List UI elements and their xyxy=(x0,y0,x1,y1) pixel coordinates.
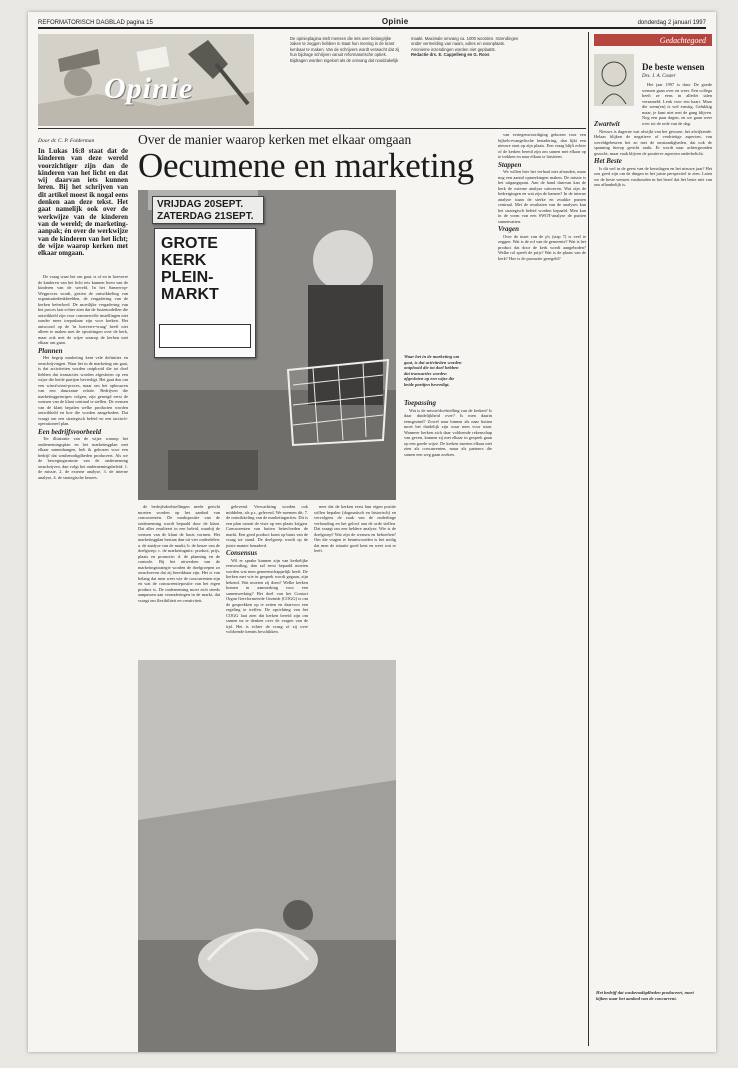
sidebar-column xyxy=(594,34,712,1044)
photo-market-sign xyxy=(138,190,396,500)
column-4-text: neer dat de kerken eerst hun eigen positie willen bepalen (dogmatisch en historisch) en vervolgens de zaak van de onderlinge verhouding en het geloof aan de orde stellen. Dat vraagt om een heldere analyse. Wie is de doelgroep? Wat zijn de wensen en behoeften? Om die vragen te beantwoorden is het nodig dat men de situatie goed kent en weet wat er leeft. xyxy=(314,504,396,553)
editors-line: Redactie drs. E. Cappelleng en G. Roos xyxy=(411,52,490,58)
sidebar-illustration xyxy=(594,54,634,106)
heading-bedrijfsvoorbeeld: Een bedrijfsvoorbeeld xyxy=(38,427,102,436)
article-author: Door dr. C. P. Folderman xyxy=(38,138,95,144)
opinion-banner xyxy=(38,34,254,126)
column-4b-text: Wat is de missie/doelstelling van de kerken? Is daar duidelijkheid over? Is men daarin eensgezind? Zowel naar binnen als naar buiten moet het duidelijk zijn waar men voor staat. Wanneer kerken zich daar voldoende rekenschap van geven, kunnen zij met elkaar in gesprek gaan op een goede wijze. De kerken moeten elkaar niet zien als concurrenten, maar als partners die samen een weg gaan zoeken. xyxy=(404,407,492,457)
sidebar-text-2: Nieuws is dagerne wat afwijkt van het gewone, het afwijkende. Helaas blijken de negatieve of verdrietige aspecten, van wereldgebeuren het zo met de omstandigheden, dat ook de spanning hierop gericht raakt. Er wordt naar achtergronden gezocht, maar vaak blijven de positieve aspecten onderbelicht. xyxy=(594,128,712,156)
sign-hours-panel xyxy=(159,324,251,348)
column-5-text: van vertegenwoordiging gekozen voor een bijbels-evangelische benadering, dan lijkt een nieuwe start op zijn plaats. Een vraag blijft echter of de kerken bereid zijn om samen met elkaar op te trekken en naar elkaar te luisteren. xyxy=(498,132,586,159)
market-sign xyxy=(154,228,256,358)
heading-toepassing: Toepassing xyxy=(404,399,437,407)
sidebar-header: Gedachtegoed xyxy=(594,34,712,46)
issue-date: donderdag 2 januari 1997 xyxy=(637,20,706,26)
column-5-text-3: Over de inzet van de p's (stap 7) is veel te zeggen. Wat is de rol van de gemeente? Wat is het product dat door de kerk wordt aangeboden? Welke rol speelt de prijs? Wat is de plaats van de kerk? Hoe is de promotie geregeld? xyxy=(498,233,586,261)
column-3-text-2: Wil er sprake kunnen zijn van kerkelijke eenwording, dan zal eerst bepaald moeten worden wat men gemeenschappelijk heeft. De kerken met wie in gesprek wordt gegaan, zijn bekend. Wat moeten zij doen? Welke kerken komen in aanmerking voor een samenwerking? Het doel van het Contact Organ Gereformeerde Gezinde (COGG) is om de gesprekken op te zetten en daarvoor een regeling te treffen. De oprichting van het COGG laat zien dat kerken bereid zijn om samen na te denken over de vragen van de tijd. Het is echter de vraag of zij over voldoende kennis beschikken. xyxy=(226,557,308,634)
column-3 xyxy=(226,504,308,654)
column-1-text-2: Het begrip marketing kent vele definities en omschrijvingen. Waar het in de marketing om gaat, is dat activiteiten worden ontplooid die tot doel hebben dat transacties worden afgesloten op een wijze die beide partijen bevredigt. Het gaat dus om een winst/winst-proces, maar om het opbouwen van een duurzame relatie. Bedrijven die marketingprincipes volgen, zijn geneigd eerst de wensen van de klant centraal te stellen. De wensen van de klant bepalen welke producten worden ontwikkeld en hoe die worden aangeboden. Dat vraagt om een strategisch beleid en een tactisch-operationeel plan. xyxy=(38,355,128,426)
sidebar-rule xyxy=(588,32,589,1046)
column-4 xyxy=(314,504,396,654)
heading-vragen: Vragen xyxy=(498,225,520,233)
info-text: De opinieplagina stelt mensen die iets over belangrijke zaken te zeggen hebben in staat hun mening in de krant kenbaar te maken. Van de schrijvers wordt verwacht dat zij hun bijdrage schrijven vanuit reformatorische optiek. Bijdragen worden ingekort als de omvang dat noodzakelijk maakt. Maximale omvang ca. 1000 woorden. Inzendingen onder vermelding van naam, adres en woonplaats. Anonieme inzendingen worden niet geplaatst. xyxy=(290,36,519,63)
sidebar-text-1: Het jaar 1997 is daar. De goede wensen gaan over en weer. Een collega heeft ze eens in allerlei talen verzameld. Leuk voor een kaart. Maar die wens(en) is wel ernstig. Gelukkig maar, je kunt niet met de gang blijven. Nog een paar dagen, en we gaan weer over tot de orde van de dag. xyxy=(642,82,712,126)
column-2 xyxy=(138,504,220,654)
sidebar-title: De beste wensen xyxy=(642,62,705,72)
newspaper-page xyxy=(28,12,716,1052)
photo-caption-2: Het bedrijf dat wasbenodigdheden produceert, moet kijken naar het aanbod van de concurrent. xyxy=(596,990,694,1001)
article-kicker: Over de manier waarop kerken met elkaar omgaan xyxy=(138,132,412,147)
date-sign-art: VRIJDAG 20SEPT. ZATERDAG 21SEPT. xyxy=(157,199,254,222)
market-sign-art: GROTE KERK PLEIN- MARKT xyxy=(161,235,219,303)
photo-laundry-basket xyxy=(138,660,396,1052)
heading-het-beste: Het Beste xyxy=(594,157,622,165)
sidebar-sketch xyxy=(594,54,634,106)
date-sign xyxy=(152,196,264,224)
column-4b xyxy=(404,398,492,1048)
heading-zwartwit: Zwartwit xyxy=(594,120,620,128)
column-1-text: De vraag waar het om gaat, is of en in hoeverre de kinderen van het licht iets kunnen leren van de kinderen van de wereld. In het Samen-op-Wegproces wordt, gezien de ontwikkeling van organisatiedenkbeelden, de vergadering van de kerken beïnvloed. De moeilijke vergadering van het proces laat echter zien dat de fusiemodellen die ontwikkeld zijn voor commerciële instellingen niet zonder meer toepasbaar zijn voor kerken. Het antwoord op de 'in hoeverre-vraag' heeft niet alleen te maken met de opvattingen over de kerk, maar ook met de wijze waarop de kerken met elkaar om gaan. xyxy=(38,274,128,345)
photo2-illustration xyxy=(138,660,396,1052)
masthead xyxy=(38,17,706,29)
column-5 xyxy=(498,132,586,982)
banner-word: Opinie xyxy=(104,72,194,105)
heading-plannen: Plannen xyxy=(38,346,63,355)
sidebar-body xyxy=(594,119,712,1039)
info-box xyxy=(290,34,524,112)
article-intro: In Lukas 16:8 staat dat de kinderen van deze wereld voorzichtiger zijn dan de kinderen van het licht en dat wij daarvan iets kunnen leren. Bij het schrijven van dit artikel moest ik nogal eens denken aan deze tekst. Het gaat namelijk ook over de werkwijze van de kinderen van de wereld; de marketing-aanpak; én over de werkwijze van de kinderen van het licht; de wijze waarop kerken met elkaar omgaan. xyxy=(38,147,128,258)
top-rule xyxy=(38,128,586,129)
column-2-text: de bedrijfsdoelstellingen mede gericht moeten worden op het aanbod van concurrenten. De marktpositie van de onderneming wordt bepaald door de klant. Dat alles resulteert in een beleid, waarbij de wensen van de klant de basis vormen. Het marketingplan bestaat dan uit vier onderdelen: a. de analyse van de markt; b. de keuze van de doelgroep; c. de marketingmix: product, prijs, plaats en promotie; d. de planning en de controle. Bij het uitwerken van de marketingstrategie worden de doelgroepen zo omschreven dat zij bereikbaar zijn. Het is van belang dat men weet wie de concurrenten zijn en wat de concurrentiepositie van het eigen product is. De onderneming moet zich steeds aanpassen aan veranderingen in de markt, dat vraagt om flexibiliteit en creativiteit. xyxy=(138,504,220,603)
article-headline: Oecumene en marketing xyxy=(138,146,474,185)
section-title: Opinie xyxy=(381,17,409,26)
sidebar-text-1a xyxy=(642,82,712,126)
column-3-text: gelevend. Verwachting worden ook middelen, als p.r., geleverd. We noemen dit: 7. de ontwikkeling van de marketingacties. Dit is een plan vanuit de visie op een plaats krijgen. Concurrenten van buiten beïnvloeden de markt. Een goed product komt op basis van de vraag tot stand. De doelgroep wordt op de juiste manier benaderd. xyxy=(226,504,308,548)
sidebar-author: Drs. J. A. Coster xyxy=(642,74,676,79)
heading-stappen: Stappen xyxy=(498,160,522,169)
photo-caption: Waar het in de marketing om gaat, is dat activiteiten worden ontplooid die tot doel hebben dat transacties worden afgesloten op een wijze die beide partijen bevredigt. xyxy=(404,354,462,387)
column-1 xyxy=(38,274,128,1049)
paper-name: REFORMATORISCH DAGBLAD pagina 15 xyxy=(38,20,153,26)
column-5-text-2: We willen hier het verhaal niet afronden, maar nog een aantal opmerkingen maken. De missie is het uitgangspunt. Aan de hand daarvan kan de kerk de externe analyse uitvoeren. Wat zijn de bedreigingen en wat zijn de kansen? In de interne analyse staan de sterke en zwakke punten centraal. Met de resultaten van de analyses kan het strategisch beleid worden bepaald. Men kan in de vorm van een SWOT-analyse de punten samenvatten. xyxy=(498,169,586,224)
heading-consensus: Consensus xyxy=(226,549,258,557)
sidebar-text-3: Is dit wel in de geest van de kerstdagen en het nieuwe jaar? Het zou goed zijn om de dingen in het juiste perspectief te zien. Laten we de beste wensen vasthouden in het besef dat het beste niet van ons afhankelijk is. xyxy=(594,165,712,187)
column-1-text-3: Ter illustratie van de wijze waarop het ondernemingsplan en het marketingplan met elkaar samenhangen, heb ik gekozen voor een bedrijf dat wasbenodigdheden produceert. Als we de bewegingsruimte van de onderneming omschrijven, dan volgt het ondernemingsbeleid: 1. de missie, 2. de externe analyse, 3. de interne analyse, 4. de strategische keuzes. xyxy=(38,436,128,480)
